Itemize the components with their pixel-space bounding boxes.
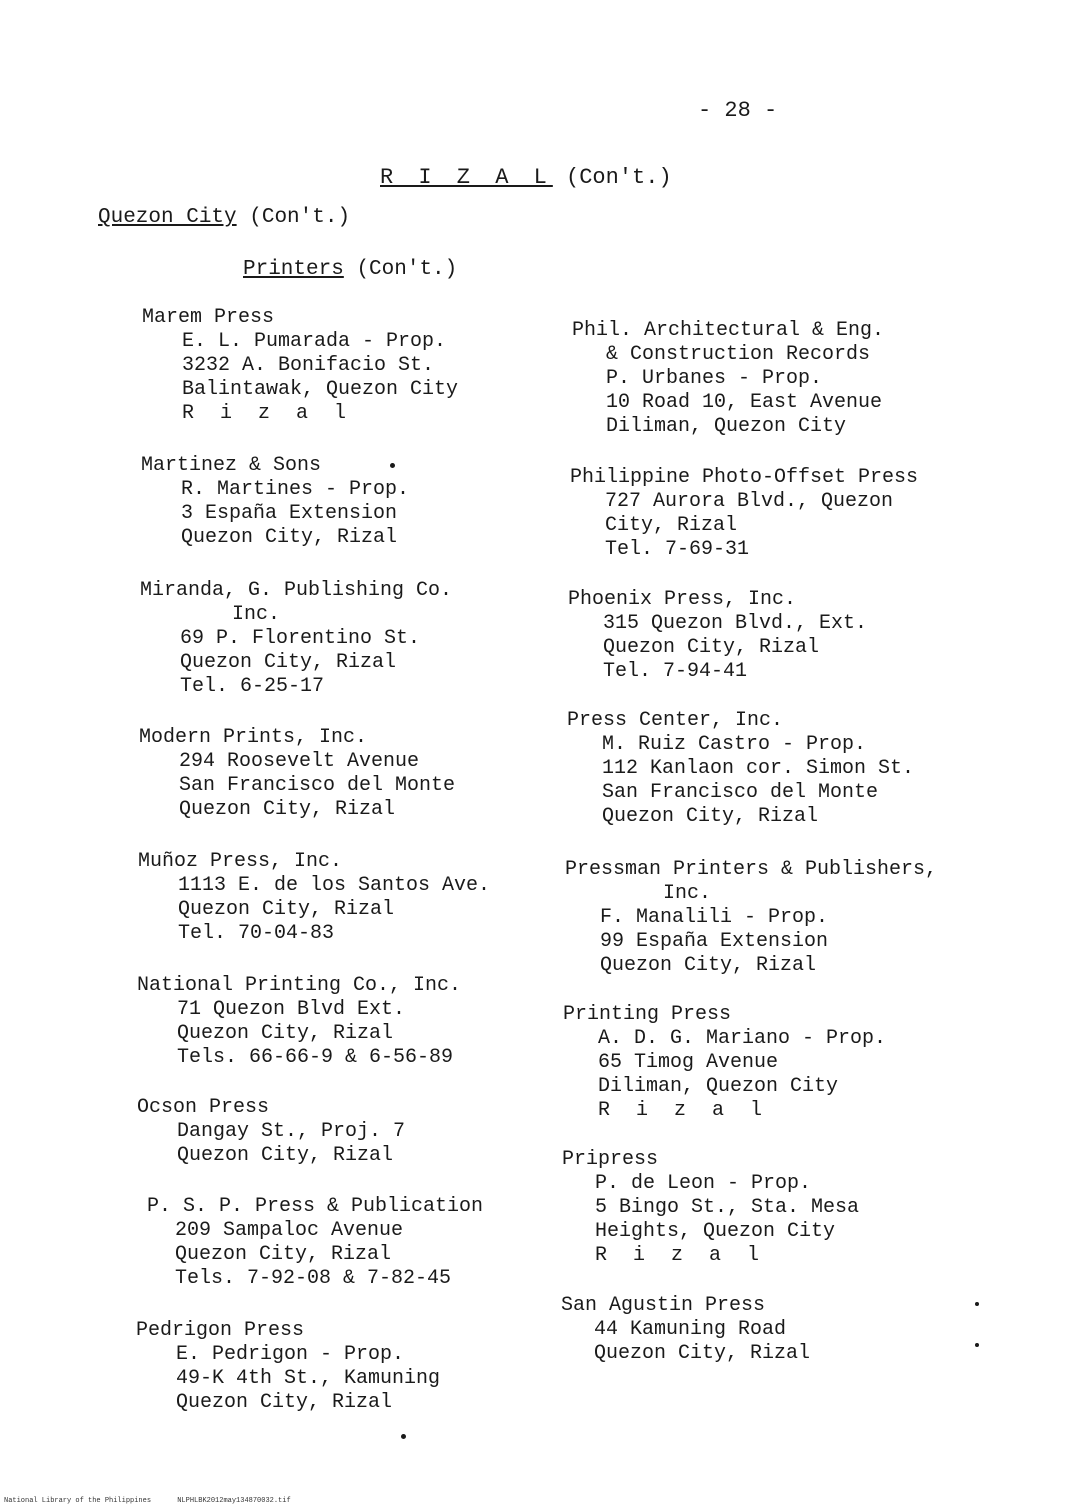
- entry-line: 294 Roosevelt Avenue: [179, 750, 420, 773]
- entry-line: 44 Kamuning Road: [594, 1318, 787, 1341]
- entry-name: Modern Prints, Inc.: [139, 726, 368, 749]
- entry-line: M. Ruiz Castro - Prop.: [602, 733, 867, 756]
- entry-line: Tels. 7-92-08 & 7-82-45: [175, 1267, 452, 1290]
- entry-line: Tel. 6-25-17: [180, 675, 325, 698]
- entry-line: 727 Aurora Blvd., Quezon: [605, 490, 894, 513]
- entry-line: Quezon City, Rizal: [180, 651, 397, 674]
- entry-name: Pedrigon Press: [136, 1319, 305, 1342]
- entry-line: Quezon City, Rizal: [600, 954, 817, 977]
- entry-line: 209 Sampaloc Avenue: [175, 1219, 404, 1242]
- entry-name: Phoenix Press, Inc.: [568, 588, 797, 611]
- list-item: [147, 1195, 483, 1291]
- list-item: [137, 974, 461, 1070]
- entry-line: R i z a l: [598, 1099, 770, 1122]
- heading-title: R I Z A L: [380, 165, 553, 190]
- entry-line: 112 Kanlaon cor. Simon St.: [602, 757, 915, 780]
- entry-line: Quezon City, Rizal: [178, 898, 395, 921]
- entry-name: Pressman Printers & Publishers,: [565, 858, 938, 881]
- entry-name: Ocson Press: [137, 1096, 270, 1119]
- scan-footer: [4, 1497, 313, 1505]
- entry-line: Tel. 7-69-31: [605, 538, 750, 561]
- entry-name-cont: Inc.: [232, 603, 281, 626]
- city-heading: [98, 206, 350, 229]
- entry-line: City, Rizal: [605, 514, 738, 537]
- list-item: [572, 319, 884, 439]
- list-item: [138, 850, 490, 946]
- entry-line: 10 Road 10, East Avenue: [606, 391, 883, 414]
- entry-line: Quezon City, Rizal: [603, 636, 820, 659]
- entry-line: Quezon City, Rizal: [602, 805, 819, 828]
- list-item: [137, 1096, 405, 1168]
- entry-line: A. D. G. Mariano - Prop.: [598, 1027, 887, 1050]
- list-item: [562, 1148, 859, 1268]
- entry-line: E. Pedrigon - Prop.: [176, 1343, 405, 1366]
- entry-name: Press Center, Inc.: [567, 709, 784, 732]
- page-heading: [380, 165, 672, 190]
- section-suffix: (Con't.): [356, 258, 458, 281]
- entry-line: 3232 A. Bonifacio St.: [182, 354, 435, 377]
- entry-line: Tels. 66-66-9 & 6-56-89: [177, 1046, 454, 1069]
- entry-name: Marem Press: [142, 306, 275, 329]
- entry-name: Philippine Photo-Offset Press: [570, 466, 919, 489]
- entry-line: Tel. 7-94-41: [603, 660, 748, 683]
- heading-suffix: (Con't.): [566, 165, 672, 190]
- entry-line: P. Urbanes - Prop.: [606, 367, 823, 390]
- entry-line: Quezon City, Rizal: [175, 1243, 392, 1266]
- entry-line: Diliman, Quezon City: [598, 1075, 839, 1098]
- city-suffix: (Con't.): [249, 206, 351, 229]
- scan-speck: [975, 1343, 979, 1347]
- entry-line: Quezon City, Rizal: [177, 1144, 394, 1167]
- entry-line: 5 Bingo St., Sta. Mesa: [595, 1196, 860, 1219]
- entry-line: Dangay St., Proj. 7: [177, 1120, 406, 1143]
- section-name: Printers: [243, 258, 344, 281]
- entry-line: San Francisco del Monte: [179, 774, 456, 797]
- entry-line: F. Manalili - Prop.: [600, 906, 829, 929]
- entry-name: Miranda, G. Publishing Co.: [140, 579, 453, 602]
- entry-line: 315 Quezon Blvd., Ext.: [603, 612, 868, 635]
- scan-speck: [390, 463, 395, 468]
- scan-speck: [401, 1434, 406, 1439]
- list-item: [139, 726, 455, 822]
- scan-speck: [975, 1302, 979, 1306]
- list-item: [561, 1294, 810, 1366]
- entry-name: P. S. P. Press & Publication: [147, 1195, 484, 1218]
- entry-line: 99 España Extension: [600, 930, 829, 953]
- footer-library: National Library of the Philippines: [4, 1497, 152, 1505]
- entry-line: P. de Leon - Prop.: [595, 1172, 812, 1195]
- entry-line: 49-K 4th St., Kamuning: [176, 1367, 441, 1390]
- entry-line: Quezon City, Rizal: [177, 1022, 394, 1045]
- entry-name-cont: & Construction Records: [606, 343, 871, 366]
- entry-line: San Francisco del Monte: [602, 781, 879, 804]
- list-item: [142, 306, 458, 426]
- entry-name: Pripress: [562, 1148, 659, 1171]
- entry-line: 71 Quezon Blvd Ext.: [177, 998, 406, 1021]
- entry-line: Balintawak, Quezon City: [182, 378, 459, 401]
- list-item: [565, 858, 937, 978]
- entry-name-cont: Inc.: [663, 882, 712, 905]
- entry-line: 65 Timog Avenue: [598, 1051, 779, 1074]
- entry-line: R i z a l: [182, 402, 354, 425]
- entry-line: 3 España Extension: [181, 502, 398, 525]
- entry-name: Muñoz Press, Inc.: [138, 850, 343, 873]
- page-number: - 28 -: [698, 98, 778, 123]
- entry-line: R. Martines - Prop.: [181, 478, 410, 501]
- section-heading: [243, 258, 457, 281]
- entry-line: Heights, Quezon City: [595, 1220, 836, 1243]
- entry-name: Printing Press: [563, 1003, 732, 1026]
- entry-line: Tel. 70-04-83: [178, 922, 335, 945]
- list-item: [570, 466, 918, 562]
- list-item: [568, 588, 867, 684]
- entry-line: Quezon City, Rizal: [594, 1342, 811, 1365]
- entry-name: Phil. Architectural & Eng.: [572, 319, 885, 342]
- footer-file-id: NLPHLBK2012may134870032.tif: [177, 1497, 291, 1505]
- entry-line: Quezon City, Rizal: [176, 1391, 393, 1414]
- entry-line: Quezon City, Rizal: [181, 526, 398, 549]
- entry-line: 69 P. Florentino St.: [180, 627, 421, 650]
- city-name: Quezon City: [98, 206, 237, 229]
- entry-name: Martinez & Sons: [141, 454, 322, 477]
- list-item: [563, 1003, 886, 1123]
- entry-line: Quezon City, Rizal: [179, 798, 396, 821]
- entry-line: 1113 E. de los Santos Ave.: [178, 874, 491, 897]
- list-item: [136, 1319, 440, 1415]
- list-item: [140, 579, 452, 699]
- entry-name: San Agustin Press: [561, 1294, 766, 1317]
- entry-name: National Printing Co., Inc.: [137, 974, 462, 997]
- entry-line: Diliman, Quezon City: [606, 415, 847, 438]
- entry-line: R i z a l: [595, 1244, 767, 1267]
- list-item: [141, 454, 409, 550]
- list-item: [567, 709, 914, 829]
- entry-line: E. L. Pumarada - Prop.: [182, 330, 447, 353]
